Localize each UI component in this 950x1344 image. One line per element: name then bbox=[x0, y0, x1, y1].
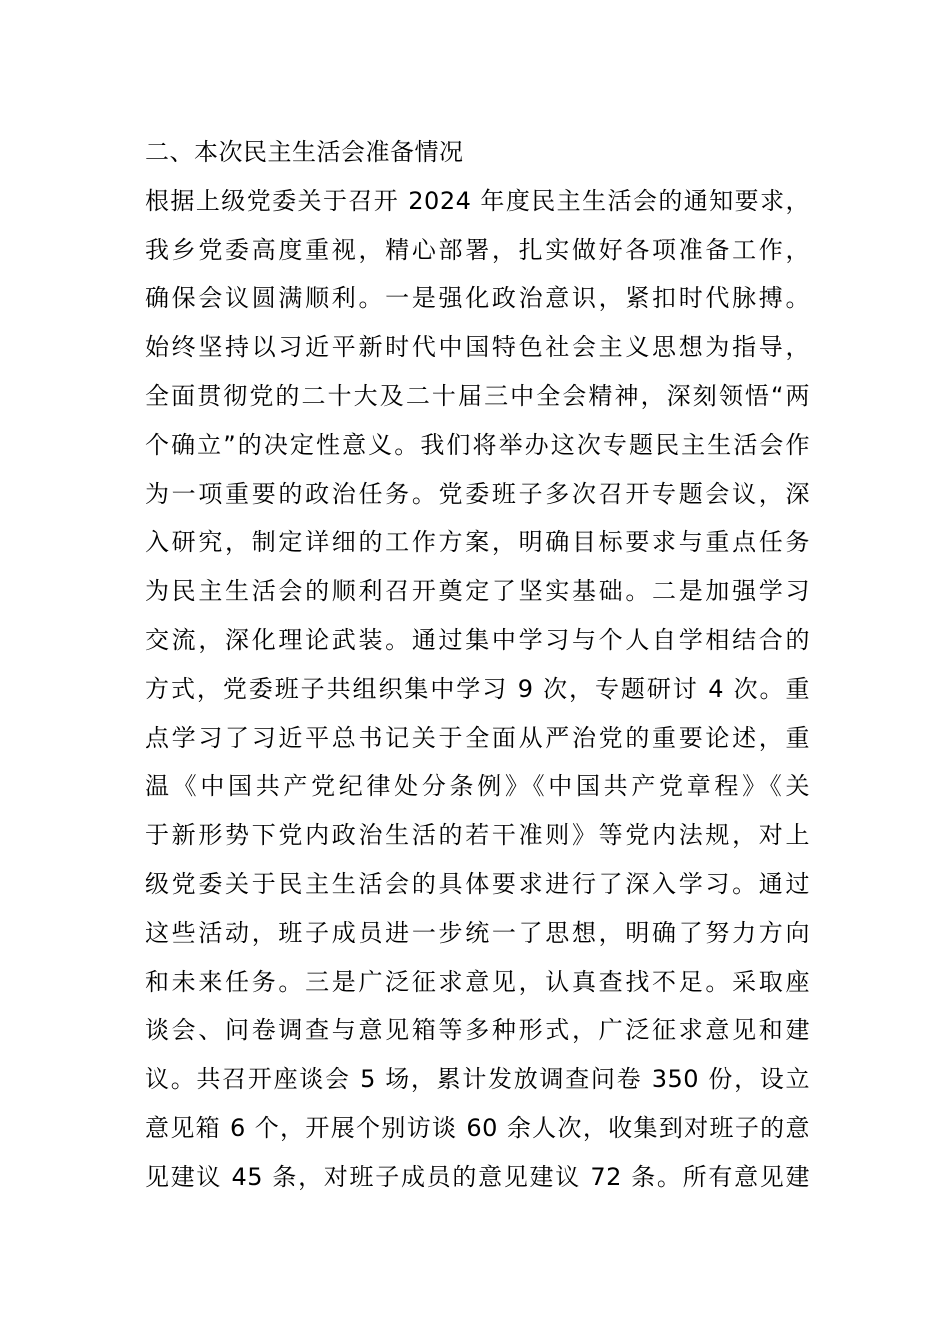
text-line: 意见箱 6 个，开展个别访谈 60 余人次，收集到对班子的意 bbox=[145, 1113, 810, 1142]
text-line: 全面贯彻党的二十大及二十届三中全会精神，深刻领悟“两 bbox=[145, 381, 810, 410]
text-line: 为一项重要的政治任务。党委班子多次召开专题会议，深 bbox=[145, 479, 810, 508]
document-body bbox=[145, 128, 810, 1202]
text-line: 议。共召开座谈会 5 场，累计发放调查问卷 350 份，设立 bbox=[145, 1065, 810, 1094]
text-line: 我乡党委高度重视，精心部署，扎实做好各项准备工作， bbox=[145, 235, 810, 264]
text-line: 和未来任务。三是广泛征求意见，认真查找不足。采取座 bbox=[145, 967, 810, 996]
text-line: 见建议 45 条，对班子成员的意见建议 72 条。所有意见建 bbox=[145, 1162, 810, 1191]
text-line: 为民主生活会的顺利召开奠定了坚实基础。二是加强学习 bbox=[145, 577, 810, 606]
text-line: 这些活动，班子成员进一步统一了思想，明确了努力方向 bbox=[145, 918, 810, 947]
text-line: 于新形势下党内政治生活的若干准则》等党内法规，对上 bbox=[145, 821, 810, 850]
text-line: 级党委关于民主生活会的具体要求进行了深入学习。通过 bbox=[145, 869, 810, 898]
text-line: 点学习了习近平总书记关于全面从严治党的重要论述，重 bbox=[145, 723, 810, 752]
text-line: 个确立”的决定性意义。我们将举办这次专题民主生活会作 bbox=[145, 430, 810, 459]
text-line: 始终坚持以习近平新时代中国特色社会主义思想为指导， bbox=[145, 333, 810, 362]
section-heading: 二、本次民主生活会准备情况 bbox=[145, 138, 464, 166]
text-line: 方式，党委班子共组织集中学习 9 次，专题研讨 4 次。重 bbox=[145, 674, 810, 703]
text-line: 温《中国共产党纪律处分条例》《中国共产党章程》《关 bbox=[145, 772, 810, 801]
text-line: 确保会议圆满顺利。一是强化政治意识，紧扣时代脉搏。 bbox=[145, 284, 810, 313]
text-line: 根据上级党委关于召开 2024 年度民主生活会的通知要求， bbox=[145, 186, 810, 215]
text-line: 交流，深化理论武装。通过集中学习与个人自学相结合的 bbox=[145, 625, 810, 654]
text-line: 谈会、问卷调查与意见箱等多种形式，广泛征求意见和建 bbox=[145, 1016, 810, 1045]
text-line: 入研究，制定详细的工作方案，明确目标要求与重点任务 bbox=[145, 528, 810, 557]
